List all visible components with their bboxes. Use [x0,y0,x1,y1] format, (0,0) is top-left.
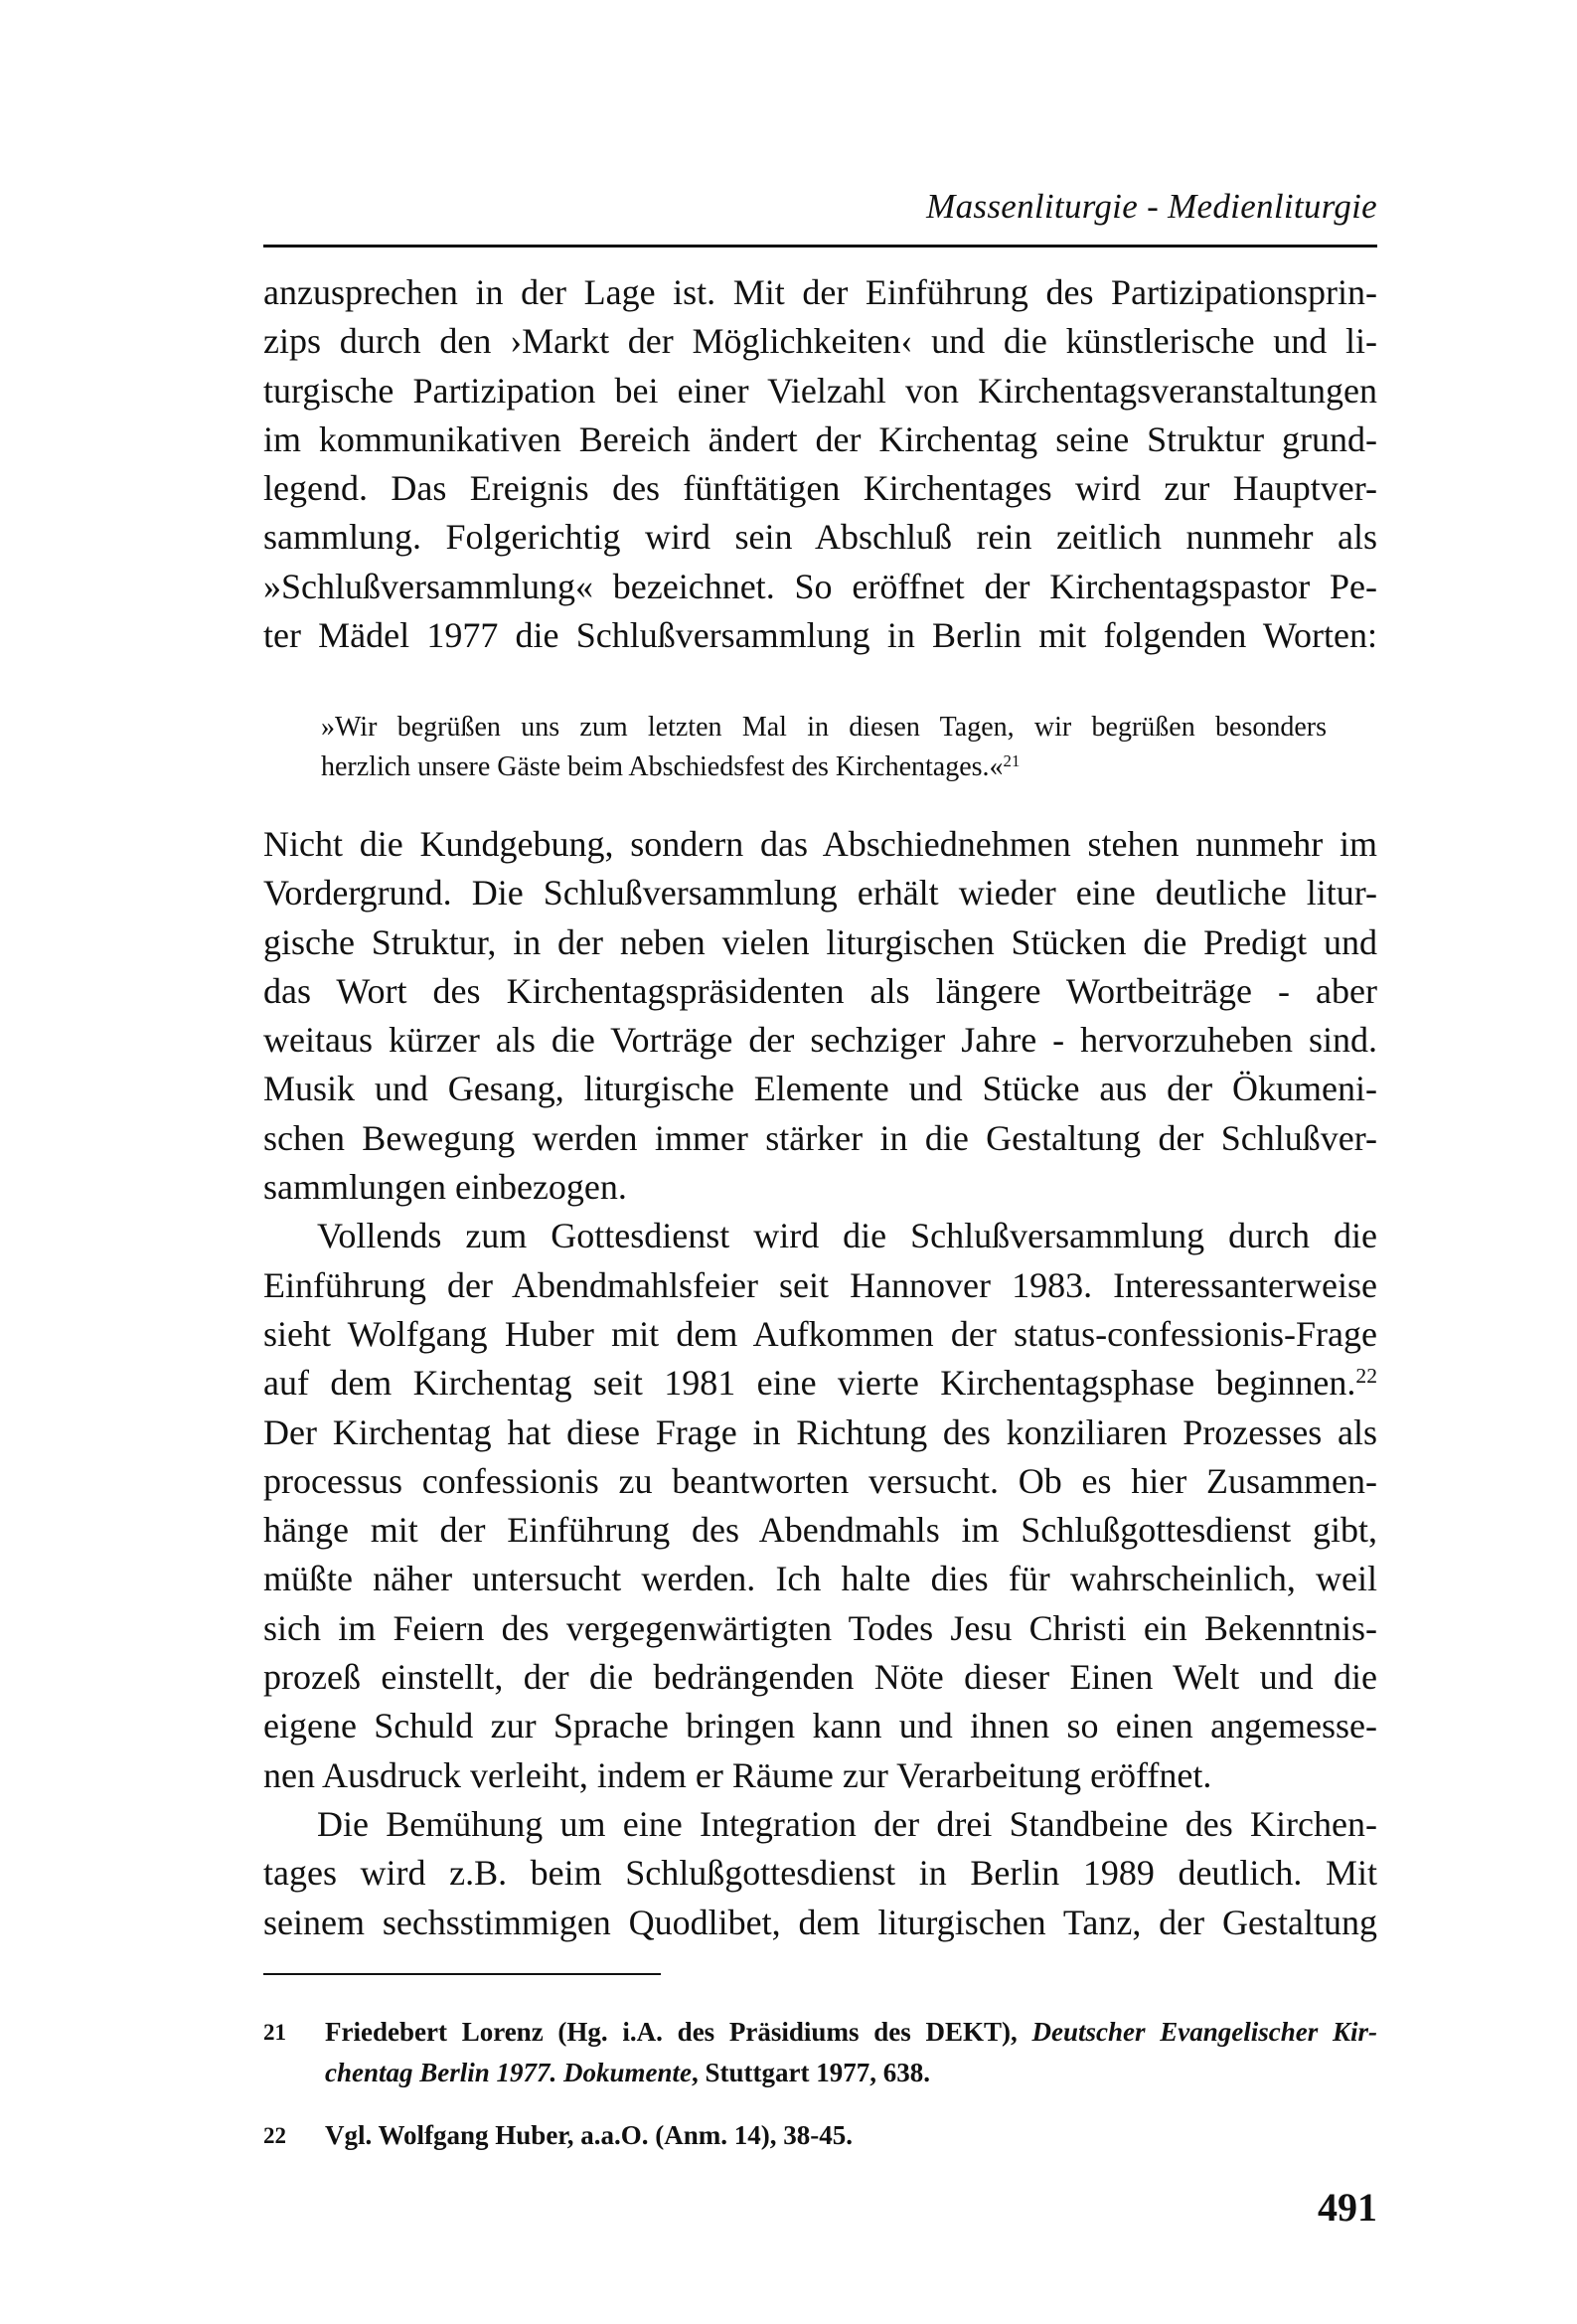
text-line: eigene Schuld zur Sprache bringen kann und ihnen so einen angemesse- [263,1706,1377,1746]
paragraph-4 [263,1800,1377,1947]
paragraph-2 [263,820,1377,1212]
running-head: Massenliturgie - Medienliturgie [926,187,1377,226]
text-line: ter Mädel 1977 die Schlußversammlung in Berlin mit folgenden Worten: [263,615,1377,656]
text-line: weitaus kürzer als die Vorträge der sechziger Jahre - hervorzuheben sind. [263,1020,1377,1061]
footnote-title: Deutscher Evangelischer Kir- [1031,2017,1377,2047]
text-line: prozeß einstellt, der die bedrängenden Nöte dieser Einen Welt und die [263,1657,1377,1698]
footnote-number: 22 [263,2123,286,2148]
paragraph-3 [263,1212,1377,1800]
text-line: »Schlußversammlung« bezeichnet. So eröffnet der Kirchentagspastor Pe- [263,566,1377,606]
text-line: sammlung. Folgerichtig wird sein Abschluß rein zeitlich nunmehr als [263,517,1377,558]
footnote-number: 21 [263,2020,286,2045]
text-line: Vordergrund. Die Schlußversammlung erhält wieder eine deutliche litur- [263,873,1377,913]
text-line: müßte näher untersucht werden. Ich halte dies für wahrscheinlich, weil [263,1559,1377,1599]
main-text [263,820,1377,1947]
quote-line-last [321,747,1327,787]
text-line: tages wird z.B. beim Schlußgottesdienst in Berlin 1989 deutlich. Mit [263,1853,1377,1894]
text-line: sieht Wolfgang Huber mit dem Aufkommen der status-confessionis-Frage [263,1313,1377,1354]
footnote-22 [263,2115,1377,2156]
footnote-text [325,2115,1377,2156]
footnote-segment: , Stuttgart 1977, 638. [692,2058,931,2087]
paragraph-1 [263,268,1377,660]
footnote-21 [263,2012,1377,2093]
page-number: 491 [1318,2185,1377,2230]
text-line: turgische Partizipation bei einer Vielzahl von Kirchentagsveranstaltungen [263,370,1377,411]
text-line: Nicht die Kundgebung, sondern das Abschiednehmen stehen nunmehr im [263,824,1377,864]
text-line-with-ref [263,1359,1377,1408]
text-line: gische Struktur, in der neben vielen liturgischen Stücken die Predigt und [263,921,1377,962]
text-line: seinem sechsstimmigen Quodlibet, dem liturgischen Tanz, der Gestaltung [263,1902,1377,1942]
quote-line: »Wir begrüßen uns zum letzten Mal in diesen Tagen, wir begrüßen besonders [321,712,1327,743]
footnote-segment: Friedebert Lorenz (Hg. i.A. des Präsidiums des DEKT), [325,2017,1032,2047]
text-line: sammlungen einbezogen. [263,1167,627,1208]
footnote-ref-22[interactable]: 22 [1355,1364,1377,1389]
footnote-rule [263,1973,661,1975]
footnote-line [325,2053,1377,2093]
text-line: Einführung der Abendmahlsfeier seit Hannover 1983. Interessanterweise [263,1264,1377,1305]
text-line: Der Kirchentag hat diese Frage in Richtung des konziliaren Prozesses als [263,1411,1377,1452]
quote-text: herzlich unsere Gäste beim Abschiedsfest des Kirchentages.« [321,751,1004,782]
text-line: legend. Das Ereignis des fünftätigen Kirchentages wird zur Hauptver- [263,468,1377,509]
text-line: schen Bewegung werden immer stärker in die Gestaltung der Schlußver- [263,1117,1377,1158]
footnote-title: chentag Berlin 1977. Dokumente [325,2058,693,2087]
footnote-line [325,2012,1377,2053]
text-line: processus confessionis zu beantworten versucht. Ob es hier Zusammen- [263,1460,1377,1501]
footnote-ref-21[interactable]: 21 [1003,750,1021,770]
text-line: anzusprechen in der Lage ist. Mit der Einführung des Partizipationsprin- [263,272,1377,312]
header-rule [263,245,1377,248]
footnotes [263,2012,1377,2178]
block-quote [321,708,1327,787]
text-line: hänge mit der Einführung des Abendmahls im Schlußgottesdienst gibt, [263,1510,1377,1551]
text-line: das Wort des Kirchentagspräsidenten als längere Wortbeiträge - aber [263,970,1377,1011]
text-line: Die Bemühung um eine Integration der drei Standbeine des Kirchen- [317,1803,1377,1844]
text-line: zips durch den ›Markt der Möglichkeiten‹ und die künstlerische und li- [263,321,1377,362]
text-line: nen Ausdruck verleiht, indem er Räume zur Verarbeitung eröffnet. [263,1754,1212,1795]
footnote-line: Vgl. Wolfgang Huber, a.a.O. (Anm. 14), 38-45. [325,2120,854,2150]
text-line: Vollends zum Gottesdienst wird die Schlußversammlung durch die [317,1216,1377,1256]
text-line: Musik und Gesang, liturgische Elemente und Stücke aus der Ökumeni- [263,1069,1377,1109]
text-segment: auf dem Kirchentag seit 1981 eine vierte Kirchentagsphase beginnen. [263,1363,1356,1404]
text-line: sich im Feiern des vergegenwärtigten Todes Jesu Christi ein Bekenntnis- [263,1607,1377,1648]
text-line: im kommunikativen Bereich ändert der Kirchentag seine Struktur grund- [263,418,1377,459]
footnote-text [325,2012,1377,2093]
